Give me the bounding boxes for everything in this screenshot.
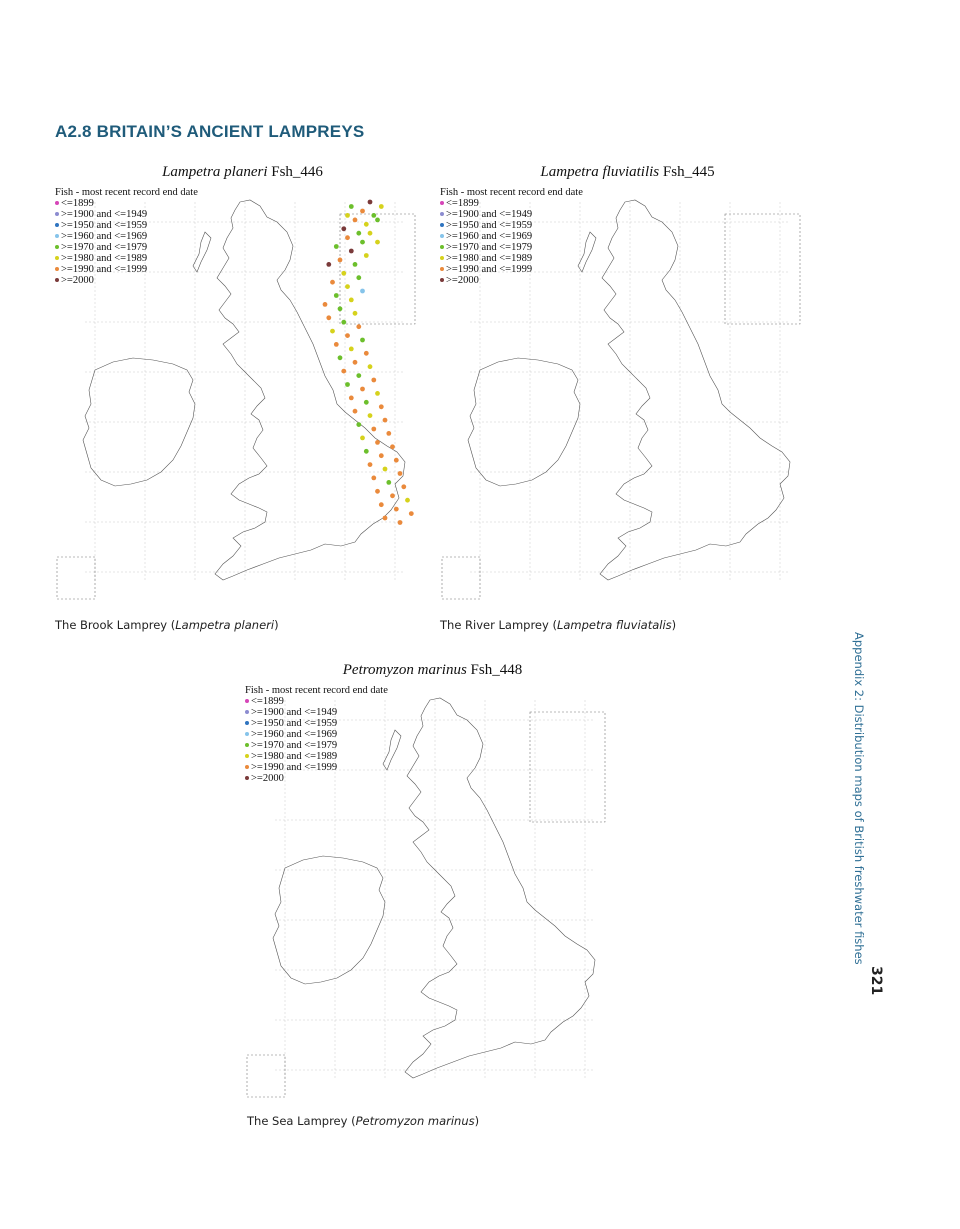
record-dot xyxy=(394,458,399,463)
map-code: Fsh_446 xyxy=(267,164,323,180)
record-dot xyxy=(360,338,365,343)
record-dot xyxy=(364,351,369,356)
record-dot xyxy=(345,333,350,338)
legend-label: >=2000 xyxy=(446,275,479,286)
legend-item xyxy=(245,718,388,729)
record-dot xyxy=(338,355,343,360)
record-dot xyxy=(375,489,380,494)
page-number: 321 xyxy=(868,966,884,996)
caption-end: ) xyxy=(671,618,677,632)
legend-item xyxy=(55,231,198,242)
record-dot xyxy=(390,493,395,498)
shetland-inset-box xyxy=(530,712,605,822)
map-code: Fsh_445 xyxy=(659,164,715,180)
legend-label: >=1960 and <=1969 xyxy=(446,231,533,242)
record-dot xyxy=(401,484,406,489)
legend-item xyxy=(440,220,583,231)
legend-label: >=2000 xyxy=(251,773,284,784)
legend-swatch xyxy=(55,256,59,260)
legend-item xyxy=(440,253,583,264)
record-dot xyxy=(364,400,369,405)
legend-item xyxy=(245,696,388,707)
record-dot xyxy=(349,396,354,401)
record-dot xyxy=(353,218,358,223)
record-dot xyxy=(360,387,365,392)
record-dot xyxy=(386,431,391,436)
legend-item xyxy=(245,751,388,762)
legend-swatch xyxy=(55,245,59,249)
record-dot xyxy=(338,258,343,263)
record-dot xyxy=(326,262,331,267)
legend-item xyxy=(440,264,583,275)
map-legend xyxy=(245,685,388,784)
legend-label: >=1990 and <=1999 xyxy=(251,762,338,773)
legend-swatch xyxy=(55,212,59,216)
record-dot xyxy=(364,253,369,258)
map-species-name: Lampetra fluviatilis xyxy=(540,164,660,180)
record-dot xyxy=(368,413,373,418)
legend-label: >=1950 and <=1959 xyxy=(446,220,533,231)
record-dot xyxy=(375,391,380,396)
record-dot xyxy=(379,502,384,507)
record-dot xyxy=(368,231,373,236)
record-dot xyxy=(349,298,354,303)
legend-swatch xyxy=(440,278,444,282)
legend-swatch xyxy=(245,710,249,714)
record-dot xyxy=(409,511,414,516)
record-dot xyxy=(360,436,365,441)
record-dot xyxy=(341,369,346,374)
record-dot xyxy=(353,311,358,316)
map-panel-brook-lamprey xyxy=(55,162,430,607)
record-dot xyxy=(405,498,410,503)
record-dot xyxy=(383,418,388,423)
record-dot xyxy=(353,360,358,365)
channel-islands-inset-box xyxy=(442,557,480,599)
legend-swatch xyxy=(55,201,59,205)
record-dot xyxy=(330,329,335,334)
record-dot xyxy=(341,226,346,231)
legend-label: >=1900 and <=1949 xyxy=(251,707,338,718)
record-dot xyxy=(375,218,380,223)
legend-swatch xyxy=(245,721,249,725)
map-panel-sea-lamprey xyxy=(245,660,620,1105)
legend-item xyxy=(55,275,198,286)
record-dot xyxy=(386,480,391,485)
record-dot xyxy=(334,293,339,298)
record-dot xyxy=(360,209,365,214)
legend-label: >=1900 and <=1949 xyxy=(446,209,533,220)
caption-text: The Sea Lamprey ( xyxy=(247,1114,356,1128)
record-dot xyxy=(353,262,358,267)
record-dot xyxy=(330,280,335,285)
record-dot xyxy=(356,373,361,378)
record-dot xyxy=(338,306,343,311)
legend-swatch xyxy=(440,212,444,216)
legend-swatch xyxy=(440,267,444,271)
legend-heading: Fish - most recent record end date xyxy=(440,187,583,198)
record-dot xyxy=(390,444,395,449)
record-dot xyxy=(356,231,361,236)
legend-label: >=1950 and <=1959 xyxy=(61,220,148,231)
legend-label: <=1899 xyxy=(446,198,479,209)
caption-text: The River Lamprey ( xyxy=(440,618,557,632)
record-dot xyxy=(364,449,369,454)
record-dot xyxy=(360,240,365,245)
record-dot xyxy=(375,440,380,445)
great-britain-outline xyxy=(600,200,790,580)
legend-label: >=1900 and <=1949 xyxy=(61,209,148,220)
record-dot xyxy=(383,467,388,472)
legend-swatch xyxy=(245,754,249,758)
legend-item xyxy=(440,198,583,209)
record-dot xyxy=(379,404,384,409)
record-dot xyxy=(349,204,354,209)
legend-label: >=1990 and <=1999 xyxy=(446,264,533,275)
caption-end: ) xyxy=(474,1114,480,1128)
record-dot xyxy=(394,507,399,512)
legend-item xyxy=(55,220,198,231)
legend-item xyxy=(440,275,583,286)
map-code: Fsh_448 xyxy=(466,662,523,678)
record-dot xyxy=(345,235,350,240)
channel-islands-inset-box xyxy=(247,1055,285,1097)
record-dot xyxy=(398,471,403,476)
record-dot xyxy=(371,427,376,432)
legend-item xyxy=(245,762,388,773)
legend-swatch xyxy=(440,201,444,205)
legend-swatch xyxy=(55,234,59,238)
record-dot xyxy=(368,364,373,369)
record-dot xyxy=(341,271,346,276)
legend-item xyxy=(245,740,388,751)
legend-label: >=1980 and <=1989 xyxy=(251,751,338,762)
record-dot xyxy=(356,324,361,329)
legend-item xyxy=(55,264,198,275)
legend-item xyxy=(245,773,388,784)
caption-species: Lampetra fluviatalis xyxy=(556,618,672,632)
legend-swatch xyxy=(245,699,249,703)
legend-item xyxy=(55,198,198,209)
legend-label: >=1980 and <=1989 xyxy=(446,253,533,264)
record-dot xyxy=(383,516,388,521)
shetland-inset-box xyxy=(725,214,800,324)
caption-species: Lampetra planeri xyxy=(175,618,275,632)
record-dot xyxy=(368,200,373,205)
record-dot xyxy=(356,275,361,280)
legend-heading: Fish - most recent record end date xyxy=(55,187,198,198)
legend-swatch xyxy=(55,267,59,271)
record-dot xyxy=(349,347,354,352)
legend-swatch xyxy=(245,776,249,780)
legend-label: >=1960 and <=1969 xyxy=(61,231,148,242)
record-dot xyxy=(398,520,403,525)
record-dot xyxy=(323,302,328,307)
record-dot xyxy=(334,244,339,249)
record-dot xyxy=(364,222,369,227)
legend-swatch xyxy=(440,223,444,227)
legend-item xyxy=(440,209,583,220)
record-dot xyxy=(349,249,354,254)
legend-item xyxy=(55,209,198,220)
map-legend xyxy=(440,187,583,286)
legend-swatch xyxy=(440,245,444,249)
legend-label: >=1970 and <=1979 xyxy=(61,242,148,253)
great-britain-outline xyxy=(405,698,595,1078)
map-species-name: Petromyzon marinus xyxy=(342,662,467,678)
legend-label: >=1960 and <=1969 xyxy=(251,729,338,740)
map-caption-brook-lamprey xyxy=(55,618,279,632)
record-dot xyxy=(379,204,384,209)
map-panel-river-lamprey xyxy=(440,162,815,607)
legend-label: >=1970 and <=1979 xyxy=(251,740,338,751)
legend-label: <=1899 xyxy=(251,696,284,707)
shetland-inset-box xyxy=(340,214,415,324)
legend-swatch xyxy=(55,223,59,227)
record-dot xyxy=(334,342,339,347)
legend-heading: Fish - most recent record end date xyxy=(245,685,388,696)
map-caption-sea-lamprey xyxy=(247,1114,479,1128)
section-title: A2.8 BRITAIN’S ANCIENT LAMPREYS xyxy=(55,122,365,141)
legend-swatch xyxy=(245,743,249,747)
legend-label: >=1950 and <=1959 xyxy=(251,718,338,729)
record-dot xyxy=(345,284,350,289)
running-head: Appendix 2: Distribution maps of British freshwater fishes xyxy=(852,632,866,965)
caption-end: ) xyxy=(274,618,279,632)
legend-swatch xyxy=(55,278,59,282)
legend-swatch xyxy=(245,765,249,769)
legend-label: >=2000 xyxy=(61,275,94,286)
record-dot xyxy=(353,409,358,414)
record-dot xyxy=(368,462,373,467)
caption-species: Petromyzon marinus xyxy=(355,1114,475,1128)
legend-item xyxy=(55,253,198,264)
legend-swatch xyxy=(440,256,444,260)
legend-item xyxy=(55,242,198,253)
record-dot xyxy=(341,320,346,325)
record-dot xyxy=(371,378,376,383)
map-caption-river-lamprey xyxy=(440,618,676,632)
record-dot xyxy=(360,289,365,294)
legend-swatch xyxy=(440,234,444,238)
legend-item xyxy=(245,707,388,718)
legend-item xyxy=(440,231,583,242)
channel-islands-inset-box xyxy=(57,557,95,599)
caption-text: The Brook Lamprey ( xyxy=(55,618,176,632)
legend-swatch xyxy=(245,732,249,736)
legend-label: >=1970 and <=1979 xyxy=(446,242,533,253)
record-dot xyxy=(371,213,376,218)
legend-label: <=1899 xyxy=(61,198,94,209)
record-dot xyxy=(345,213,350,218)
record-dot xyxy=(379,453,384,458)
legend-label: >=1990 and <=1999 xyxy=(61,264,148,275)
record-dot xyxy=(345,382,350,387)
map-legend xyxy=(55,187,198,286)
legend-item xyxy=(440,242,583,253)
legend-label: >=1980 and <=1989 xyxy=(61,253,148,264)
record-dot xyxy=(326,315,331,320)
legend-item xyxy=(245,729,388,740)
great-britain-outline xyxy=(215,200,405,580)
record-dot xyxy=(371,476,376,481)
record-dot xyxy=(375,240,380,245)
record-dot xyxy=(356,422,361,427)
map-species-name: Lampetra planeri xyxy=(162,164,268,180)
